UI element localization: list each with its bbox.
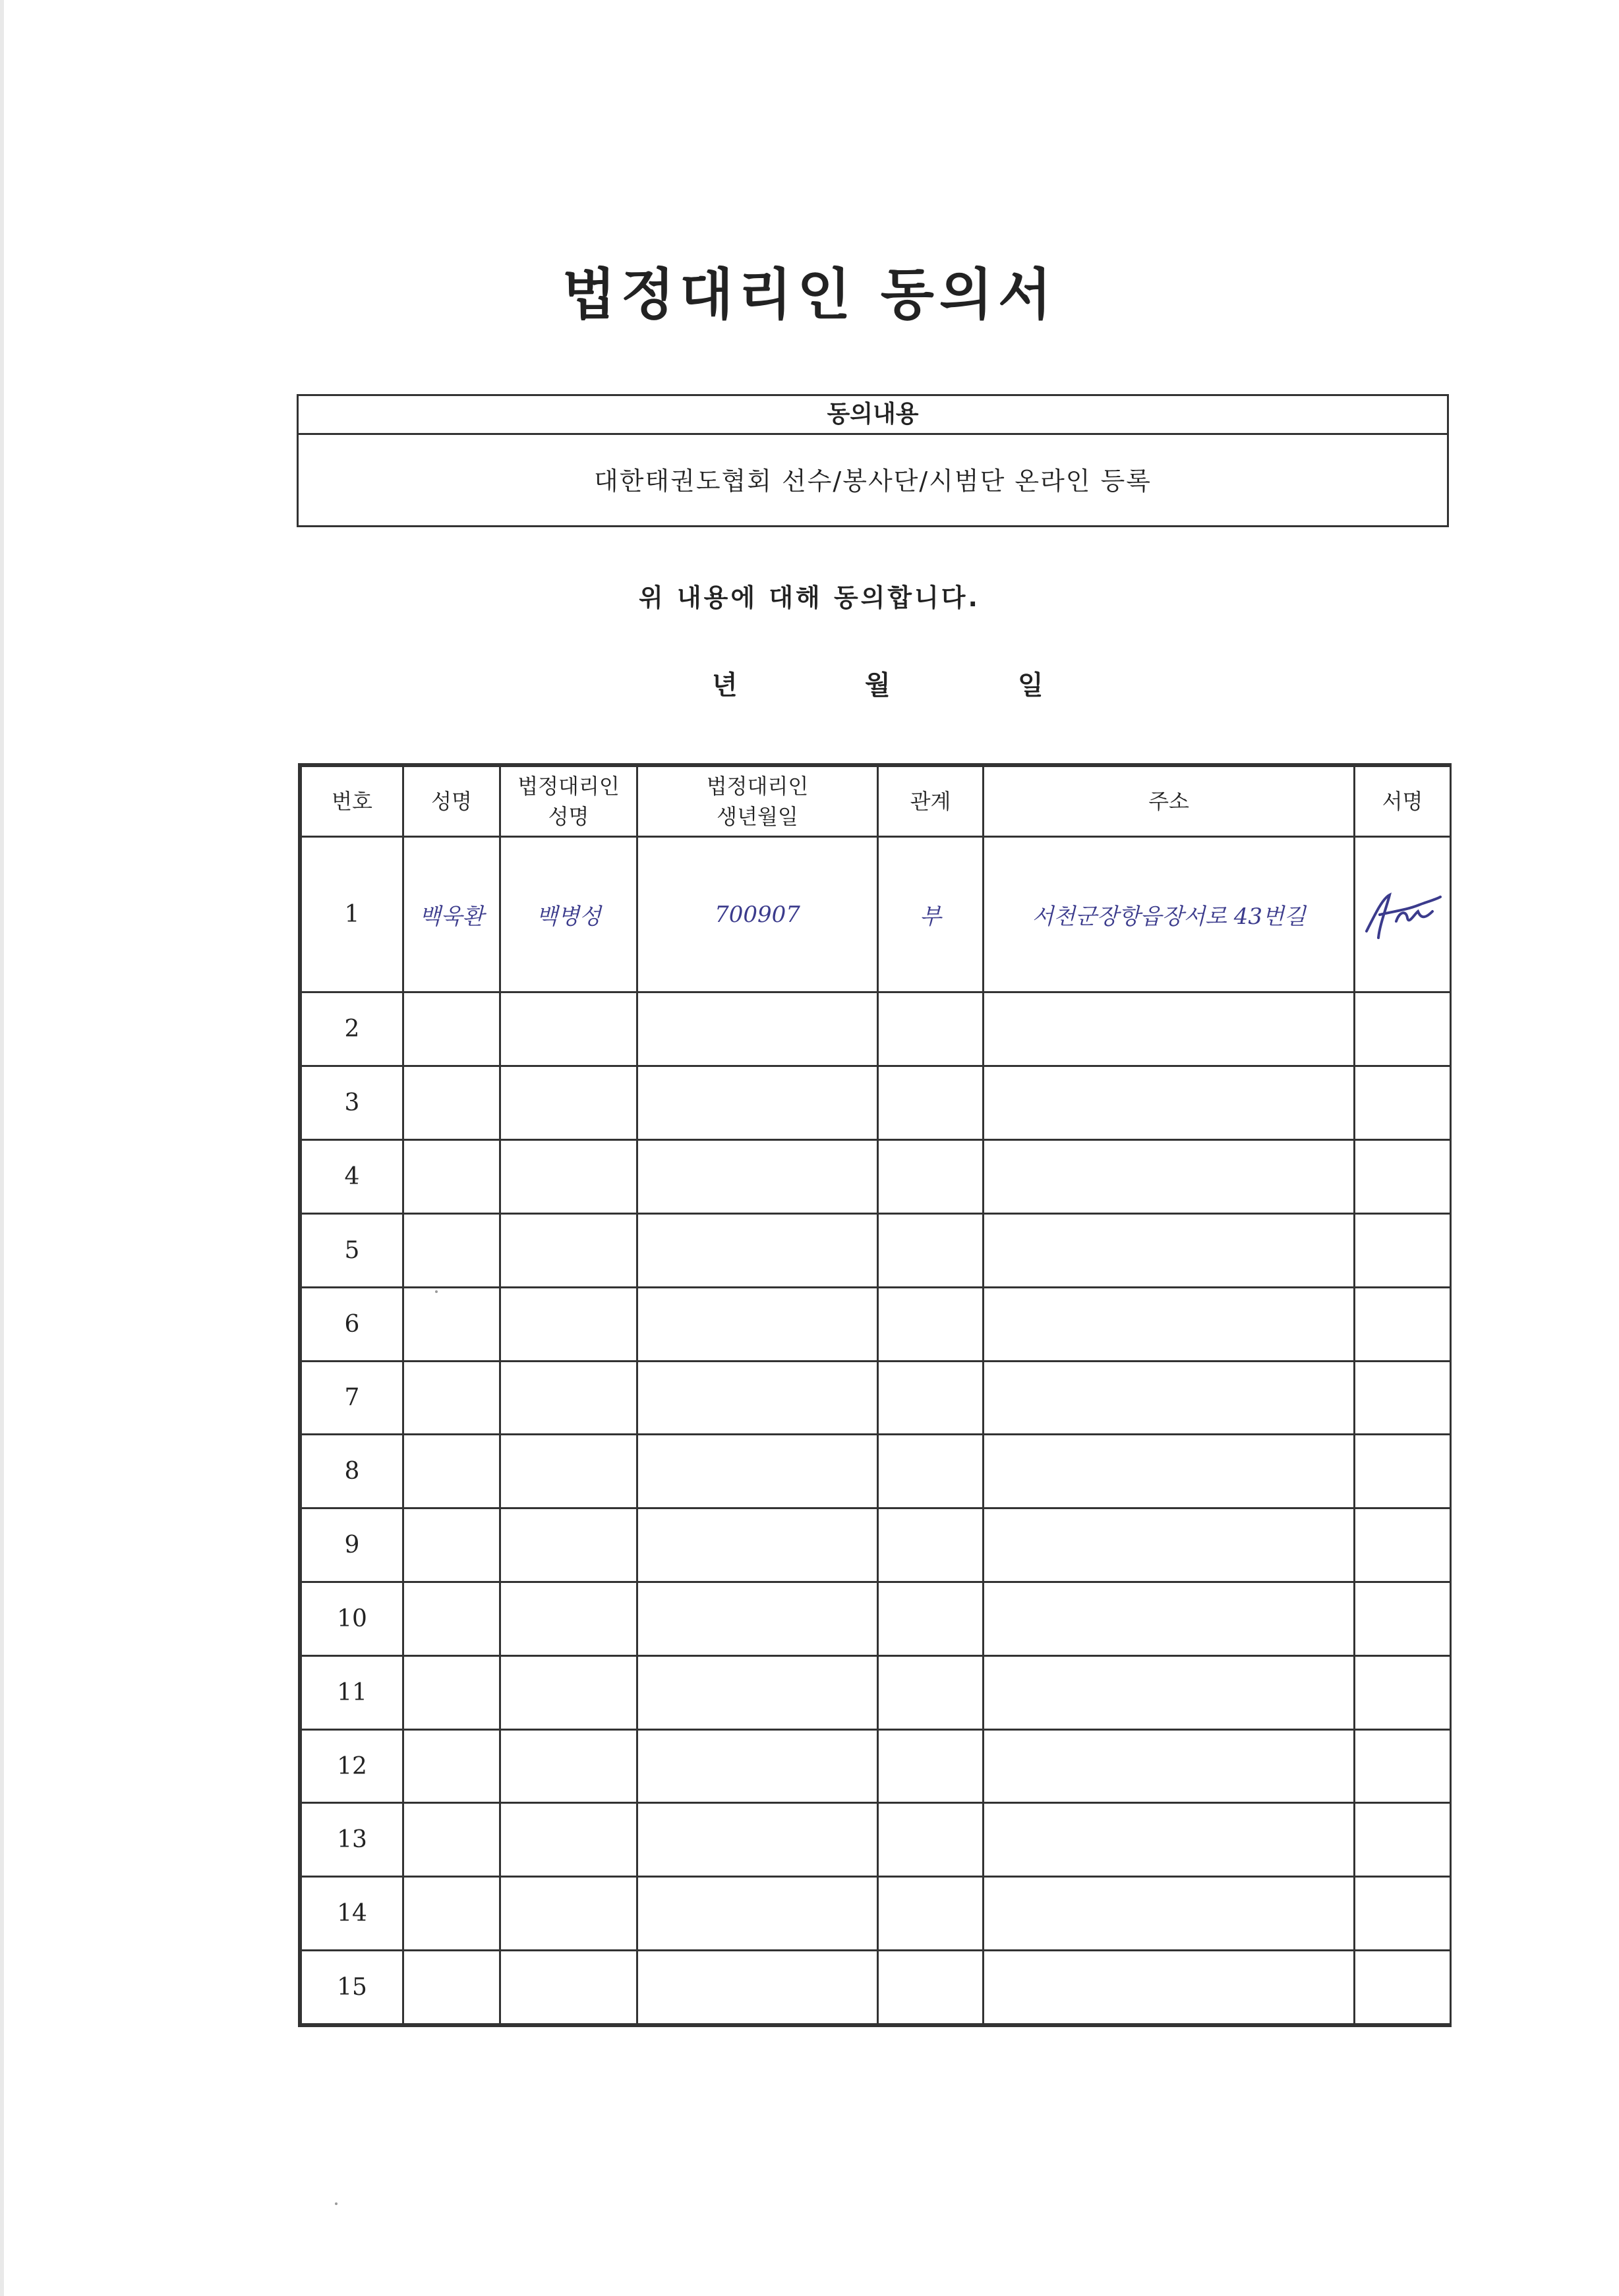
row-relation [878,1287,984,1361]
row-address [984,992,1355,1066]
table-row [301,1729,1451,1803]
row-address: 서천군장항읍장서로 43번길 [984,837,1355,992]
consent-content: 대한태권도협회 선수/봉사단/시범단 온라인 등록 [593,467,1152,496]
consent-box [297,394,1449,527]
row-name [403,1140,500,1214]
row-guardian-birth [637,1877,878,1951]
row-guardian-name [500,1877,637,1951]
row-signature [1355,1213,1451,1287]
row-address [984,1655,1355,1729]
row-no: 8 [301,1435,403,1508]
row-guardian-birth [637,992,878,1066]
row-guardian-birth [637,1508,878,1582]
row-relation [878,1655,984,1729]
row-guardian-name [500,1066,637,1140]
row-signature [1355,1287,1451,1361]
table-row [301,1655,1451,1729]
row-relation [878,1582,984,1655]
table-row [301,1140,1451,1214]
row-signature [1355,1729,1451,1803]
row-name [403,1287,500,1361]
table-row [301,1435,1451,1508]
row-relation [878,992,984,1066]
row-name [403,992,500,1066]
row-name [403,1213,500,1287]
row-guardian-name [500,1140,637,1214]
agree-statement: 위 내용에 대해 동의합니다. [639,583,980,612]
row-address [984,1508,1355,1582]
row-address [984,1435,1355,1508]
row-guardian-name [500,992,637,1066]
row-signature [1355,1435,1451,1508]
row-guardian-name: 백병성 [500,837,637,992]
row-no: 10 [301,1582,403,1655]
table-row [301,1803,1451,1877]
row-name [403,1655,500,1729]
row-address [984,1803,1355,1877]
row-address [984,1729,1355,1803]
row-name [403,1508,500,1582]
table-row [301,992,1451,1066]
table-row [301,1213,1451,1287]
row-guardian-name [500,1361,637,1435]
row-signature [1355,1655,1451,1729]
row-relation [878,1066,984,1140]
row-signature [1355,992,1451,1066]
header-name: 성명 [403,766,500,837]
row-relation [878,1140,984,1214]
row-name [403,1729,500,1803]
row-guardian-name [500,1435,637,1508]
row-name [403,1877,500,1951]
header-guardian-name-line1: 법정대리인 [517,773,620,799]
page-edge [0,0,4,2296]
row-guardian-birth [637,1582,878,1655]
row-signature [1355,1140,1451,1214]
row-signature [1355,1877,1451,1951]
header-guardian-birth [637,766,878,837]
date-year-label: 년 [712,670,738,701]
row-address [984,1361,1355,1435]
date-day-label: 일 [1018,670,1044,701]
row-guardian-birth [637,1287,878,1361]
row-no: 3 [301,1066,403,1140]
header-guardian-birth-line1: 법정대리인 [706,773,809,799]
row-address [984,1951,1355,2024]
row-relation [878,1803,984,1877]
table-row [301,1361,1451,1435]
row-name [403,1951,500,2024]
row-no: 9 [301,1508,403,1582]
row-guardian-name [500,1803,637,1877]
header-guardian-birth-line2: 생년월일 [717,804,798,829]
table-row [301,1287,1451,1361]
row-relation [878,1877,984,1951]
row-guardian-birth [637,1213,878,1287]
row-no: 14 [301,1877,403,1951]
row-signature [1355,1582,1451,1655]
row-relation [878,1435,984,1508]
row-relation [878,1213,984,1287]
row-guardian-name [500,1729,637,1803]
table-row [301,1582,1451,1655]
row-no: 12 [301,1729,403,1803]
row-guardian-birth: 700907 [637,837,878,992]
row-address [984,1287,1355,1361]
header-guardian-name-line2: 성명 [548,804,589,829]
row-signature [1355,837,1451,992]
table-row [301,1877,1451,1951]
row-guardian-birth [637,1140,878,1214]
row-no: 1 [301,837,403,992]
row-name [403,1066,500,1140]
header-guardian-name [500,766,637,837]
row-address [984,1066,1355,1140]
row-relation [878,1361,984,1435]
row-no: 5 [301,1213,403,1287]
row-guardian-birth [637,1655,878,1729]
header-no: 번호 [301,766,403,837]
row-no: 13 [301,1803,403,1877]
table-row [301,1508,1451,1582]
row-signature [1355,1951,1451,2024]
row-guardian-birth [637,1729,878,1803]
row-relation [878,1951,984,2024]
row-no: 6 [301,1287,403,1361]
row-signature [1355,1361,1451,1435]
row-name [403,1435,500,1508]
table-header-row [301,766,1451,837]
row-no: 4 [301,1140,403,1214]
row-no: 15 [301,1951,403,2024]
row-signature [1355,1508,1451,1582]
row-guardian-name [500,1213,637,1287]
row-guardian-birth [637,1361,878,1435]
row-name [403,1361,500,1435]
row-relation: 부 [878,837,984,992]
row-guardian-name [500,1655,637,1729]
scan-speck [435,1290,438,1293]
row-signature [1355,1066,1451,1140]
row-address [984,1140,1355,1214]
row-signature [1355,1803,1451,1877]
row-address [984,1213,1355,1287]
row-guardian-name [500,1951,637,2024]
row-no: 2 [301,992,403,1066]
table-row [301,1951,1451,2024]
guardian-table [298,763,1452,2027]
scan-speck [335,2202,338,2205]
row-guardian-birth [637,1435,878,1508]
row-name [403,1582,500,1655]
header-relation: 관계 [878,766,984,837]
row-relation [878,1508,984,1582]
document-title: 법정대리인 동의서 [562,262,1057,327]
row-relation [878,1729,984,1803]
row-guardian-name [500,1508,637,1582]
header-address: 주소 [984,766,1355,837]
table-row [301,837,1451,992]
row-address [984,1582,1355,1655]
row-address [984,1877,1355,1951]
consent-header: 동의내용 [299,396,1447,435]
row-guardian-birth [637,1066,878,1140]
row-name: 백욱환 [403,837,500,992]
row-no: 7 [301,1361,403,1435]
handwritten-signature [1360,885,1446,944]
table-row [301,1066,1451,1140]
row-no: 11 [301,1655,403,1729]
row-name [403,1803,500,1877]
row-guardian-birth [637,1803,878,1877]
header-signature: 서명 [1355,766,1451,837]
row-guardian-birth [637,1951,878,2024]
row-guardian-name [500,1287,637,1361]
date-month-label: 월 [865,670,891,701]
row-guardian-name [500,1582,637,1655]
